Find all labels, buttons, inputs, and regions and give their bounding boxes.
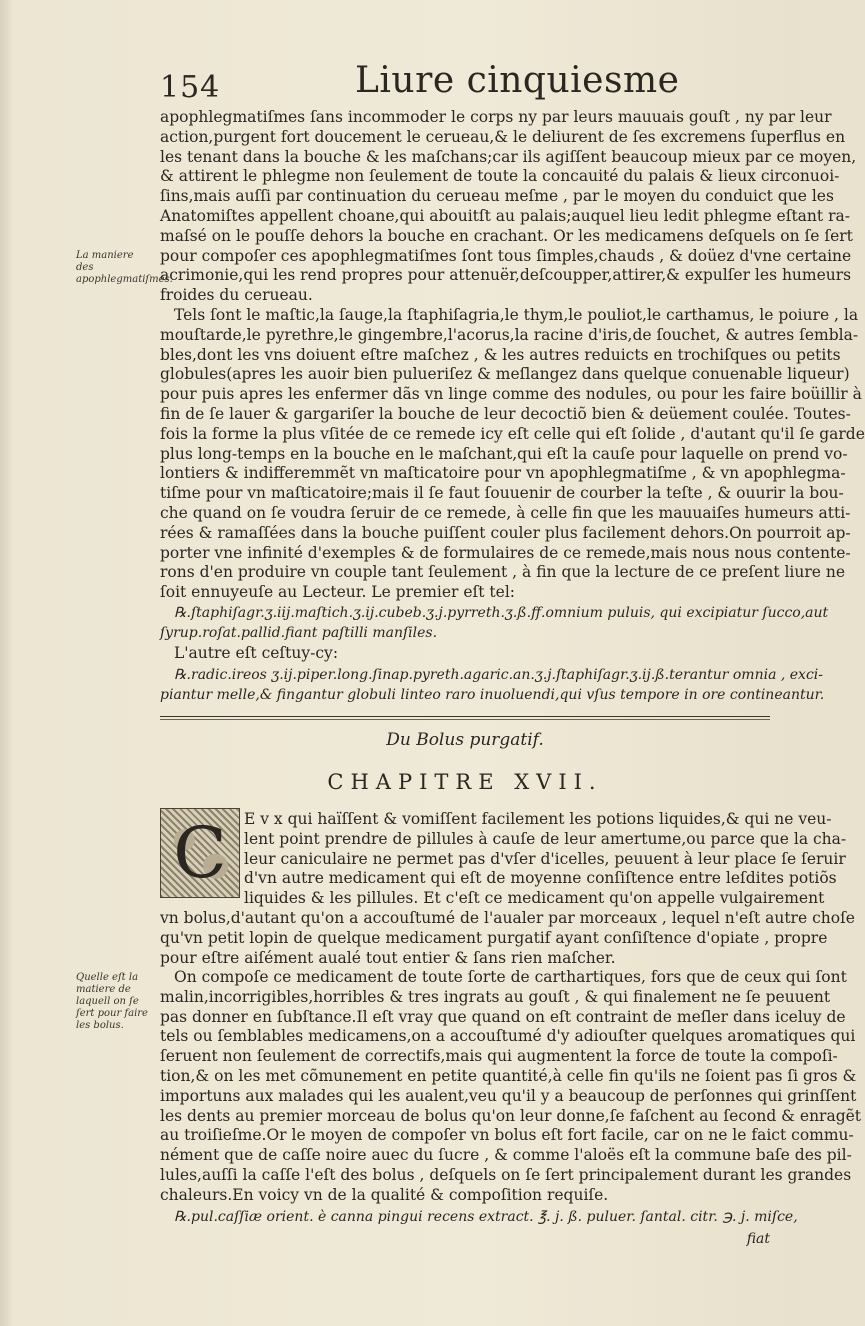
text-line: froides du cerueau. <box>160 286 313 305</box>
second-recipe-intro <box>160 644 770 664</box>
text-line: au troiſieſme.Or le moyen de compoſer vn bolus eſt fort facile, car on ne le faict commu- <box>160 1126 854 1145</box>
margin-note: La maniere des apophlegmatiſmes. <box>76 250 173 285</box>
text-line: tiſme pour vn maſticatoire;mais il ſe faut ſouuenir de courber la teſte , & ouurir la bou- <box>160 484 844 503</box>
text-line: tion,& on les met cõmunement en petite quantité,à celle fin qu'ils ne ſoient pas ſi gros & <box>160 1066 857 1085</box>
paragraph-bolus-composition <box>160 968 862 1206</box>
text-line: tels ou ſemblables medicamens,on a accouſtumé d'y adiouſter quelques aromatiques qui <box>160 1027 856 1046</box>
paragraph-remedes <box>160 306 865 603</box>
page-number: 154 <box>160 70 221 105</box>
text-line: importuns aux malades qui les aualent,veu qu'il y a beaucoup de perſonnes qui grinſſent <box>160 1086 857 1105</box>
text-line: pas donner en ſubſtance.Il eſt vray que quand on eſt contraint de meſler dans iceluy de <box>160 1007 846 1026</box>
recipe-line: ſyrup.roſat.pallid.fiant paſtilli manſiles. <box>160 624 438 641</box>
recipe-line: ℞.radic.ireos ʒ.ij.piper.long.ſinap.pyreth.agaric.an.ʒ.j.ſtaphiſagr.ʒ.ij.ß.terantur omnia , exci- <box>174 667 823 683</box>
paragraph-bolus-definition <box>160 909 855 968</box>
text-line: malin,incorrigibles,horribles & tres ingrats au gouſt , & qui finalement ne ſe peuuent <box>160 987 831 1006</box>
text-line: les tenant dans la bouche & les maſchans;car ils agiſſent beaucoup mieux par ce moyen, <box>160 147 857 166</box>
text-line: vn bolus,d'autant qu'on a accouſtumé de l'aualer par morceaux , lequel n'eſt autre choſe <box>160 909 855 927</box>
paragraph-apophlegmatismes <box>160 108 857 306</box>
text-line: L'autre eſt ceſtuy-cy: <box>174 644 339 662</box>
catchword <box>160 1230 770 1250</box>
running-title: Liure cinquiesme <box>355 60 680 101</box>
catchword-text: fiat <box>746 1231 770 1247</box>
text-line: lent point prendre de pillules à cauſe de leur amertume,ou parce que la cha- <box>244 829 847 848</box>
text-line: pour puis apres les enfermer dãs vn linge comme des nodules, ou pour les faire boüillir à <box>160 385 862 404</box>
text-line: action,purgent fort doucement le cerueau,& le deliurent de ſes excremens ſuperflus en <box>160 127 846 146</box>
text-line: mouſtarde,le pyrethre,le gingembre,l'acorus,la racine d'iris,de ſouchet, & autres ſembla- <box>160 325 859 344</box>
text-line: Tels ſont le maſtic,la ſauge,la ſtaphiſagria,le thym,le pouliot,le carthamus, le poiure , la <box>174 306 859 324</box>
text-line: apophlegmatiſmes ſans incommoder le corps ny par leurs mauuais gouſt , ny par leur <box>160 108 832 126</box>
text-line: bles,dont les vns doiuent eſtre maſchez , & les autres reduicts en trochiſques ou petits <box>160 345 841 364</box>
text-line: fois la forme la plus vſitée de ce remede icy eſt celle qui eſt ſolide , d'autant qu'il ſe garde <box>160 424 865 443</box>
drop-cap-letter: C <box>173 812 227 894</box>
text-line: fin de ſe lauer & gargariſer la bouche de leur decoctiõ bien & deüement coulée. Toutes- <box>160 404 851 423</box>
ornamental-initial <box>160 808 240 898</box>
recipe-line: piantur melle,& fingantur globuli linteo raro inuoluendi,qui vſus tempore in ore contineantur. <box>160 686 825 703</box>
recipe-line: ℞.ſtaphiſagr.ʒ.iij.maſtich.ʒ.ij.cubeb.ʒ.j.pyrreth.ʒ.ß.ff.omnium puluis, qui excipiatur ſucco,aut <box>174 605 829 621</box>
text-line: E v x qui haïſſent & vomiſſent facilement les potions liquides,& qui ne veu- <box>244 810 832 828</box>
text-line: lules,auſſi la caſſe l'eſt des bolus , deſquels on ſe ſert principalement durant les grandes <box>160 1165 852 1184</box>
section-title: Du Bolus purgatif. <box>386 730 544 750</box>
chapter-opening-lines <box>244 810 847 909</box>
text-line: & attirent le phlegme non ſeulement de toute la concauité du palais & lieux circonuoi- <box>160 167 840 186</box>
text-line: leur caniculaire ne permet pas d'vſer d'icelles, peuuent à leur place ſe ſeruir <box>244 849 846 868</box>
page-header <box>160 60 770 110</box>
recipe-second <box>160 666 825 706</box>
recipe-third <box>160 1208 798 1228</box>
text-line: ſoit ennuyeuſe au Lecteur. Le premier eſt tel: <box>160 583 516 602</box>
text-line: qu'vn petit lopin de quelque medicament purgatif ayant conſiſtence d'opiate , propre <box>160 928 828 947</box>
text-line: porter vne infinité d'exemples & de formulaires de ce remede,mais nous nous contente- <box>160 543 851 562</box>
section-divider <box>160 716 770 720</box>
text-line: chaleurs.En voicy vn de la qualité & compoſition requiſe. <box>160 1185 609 1204</box>
text-line: acrimonie,qui les rend propres pour attenuër,deſcoupper,attirer,& expulſer les humeurs <box>160 266 852 285</box>
text-line: che quand on ſe voudra ſeruir de ce remede, à celle fin que les mauuaiſes humeurs atti- <box>160 503 851 522</box>
recipe-first <box>160 604 829 644</box>
text-line: d'vn autre medicament qui eſt de moyenne conſiſtence entre leſdites potiõs <box>244 869 837 888</box>
text-line: lontiers & indifferemmẽt vn maſticatoire pour vn apophlegmatiſme , & vn apophlegma- <box>160 464 846 483</box>
text-line: maſsé on le pouſſe dehors la bouche en crachant. Or les medicamens deſquels on ſe ſert <box>160 226 853 245</box>
text-line: ſins,mais auſſi par continuation du cerueau meſme , par le moyen du conduict que les <box>160 187 834 206</box>
text-line: pour compoſer ces apophlegmatiſmes ſont tous ſimples,chauds , & doüez d'vne certaine <box>160 246 852 265</box>
text-line: pour eſtre aiſément aualé tout entier & ſans rien maſcher. <box>160 948 616 967</box>
margin-note: Quelle eſt la matiere de laquell on ſe ſert pour faire les bolus. <box>76 972 148 1031</box>
text-line: ſeruent non ſeulement de correctifs,mais qui augmentent la force de toute la compoſi- <box>160 1047 838 1066</box>
text-line: plus long-temps en la bouche en le maſchant,qui eſt la cauſe pour laquelle on prend vo- <box>160 444 848 463</box>
text-line: les dents au premier morceau de bolus qu'on leur donne,ſe faſchent au ſecond & enragẽt <box>160 1106 862 1125</box>
text-line: On compoſe ce medicament de toute ſorte de carthartiques, fors que de ceux qui ſont <box>174 968 847 986</box>
recipe-line: ℞.pul.caſſiæ orient. è canna pingui recens extract. ℥. j. ß. puluer. ſantal. citr. ℈. j. miſce, <box>174 1209 798 1225</box>
chapter-title: CHAPITRE XVII. <box>327 770 603 794</box>
text-line: liquides & les pillules. Et c'eſt ce medicament qu'on appelle vulgairement <box>244 889 825 908</box>
text-line: rons d'en produire vn couple tant ſeulement , à fin que la lecture de ce preſent liure ne <box>160 563 846 582</box>
text-line: globules(apres les auoir bien pulueriſez & meſlangez dans quelque conuenable liqueur) <box>160 365 850 384</box>
text-line: Anatomiſtes appellent choane,qui abouitſt au palais;auquel lieu ledit phlegme eſtant ra- <box>160 206 850 225</box>
text-line: rées & ramaſſées dans la bouche puiſſent couler plus facilement dehors.On pourroit ap- <box>160 523 851 542</box>
text-line: nément que de caſſe noire auec du ſucre , & comme l'aloës eſt la commune baſe des pil- <box>160 1146 852 1165</box>
